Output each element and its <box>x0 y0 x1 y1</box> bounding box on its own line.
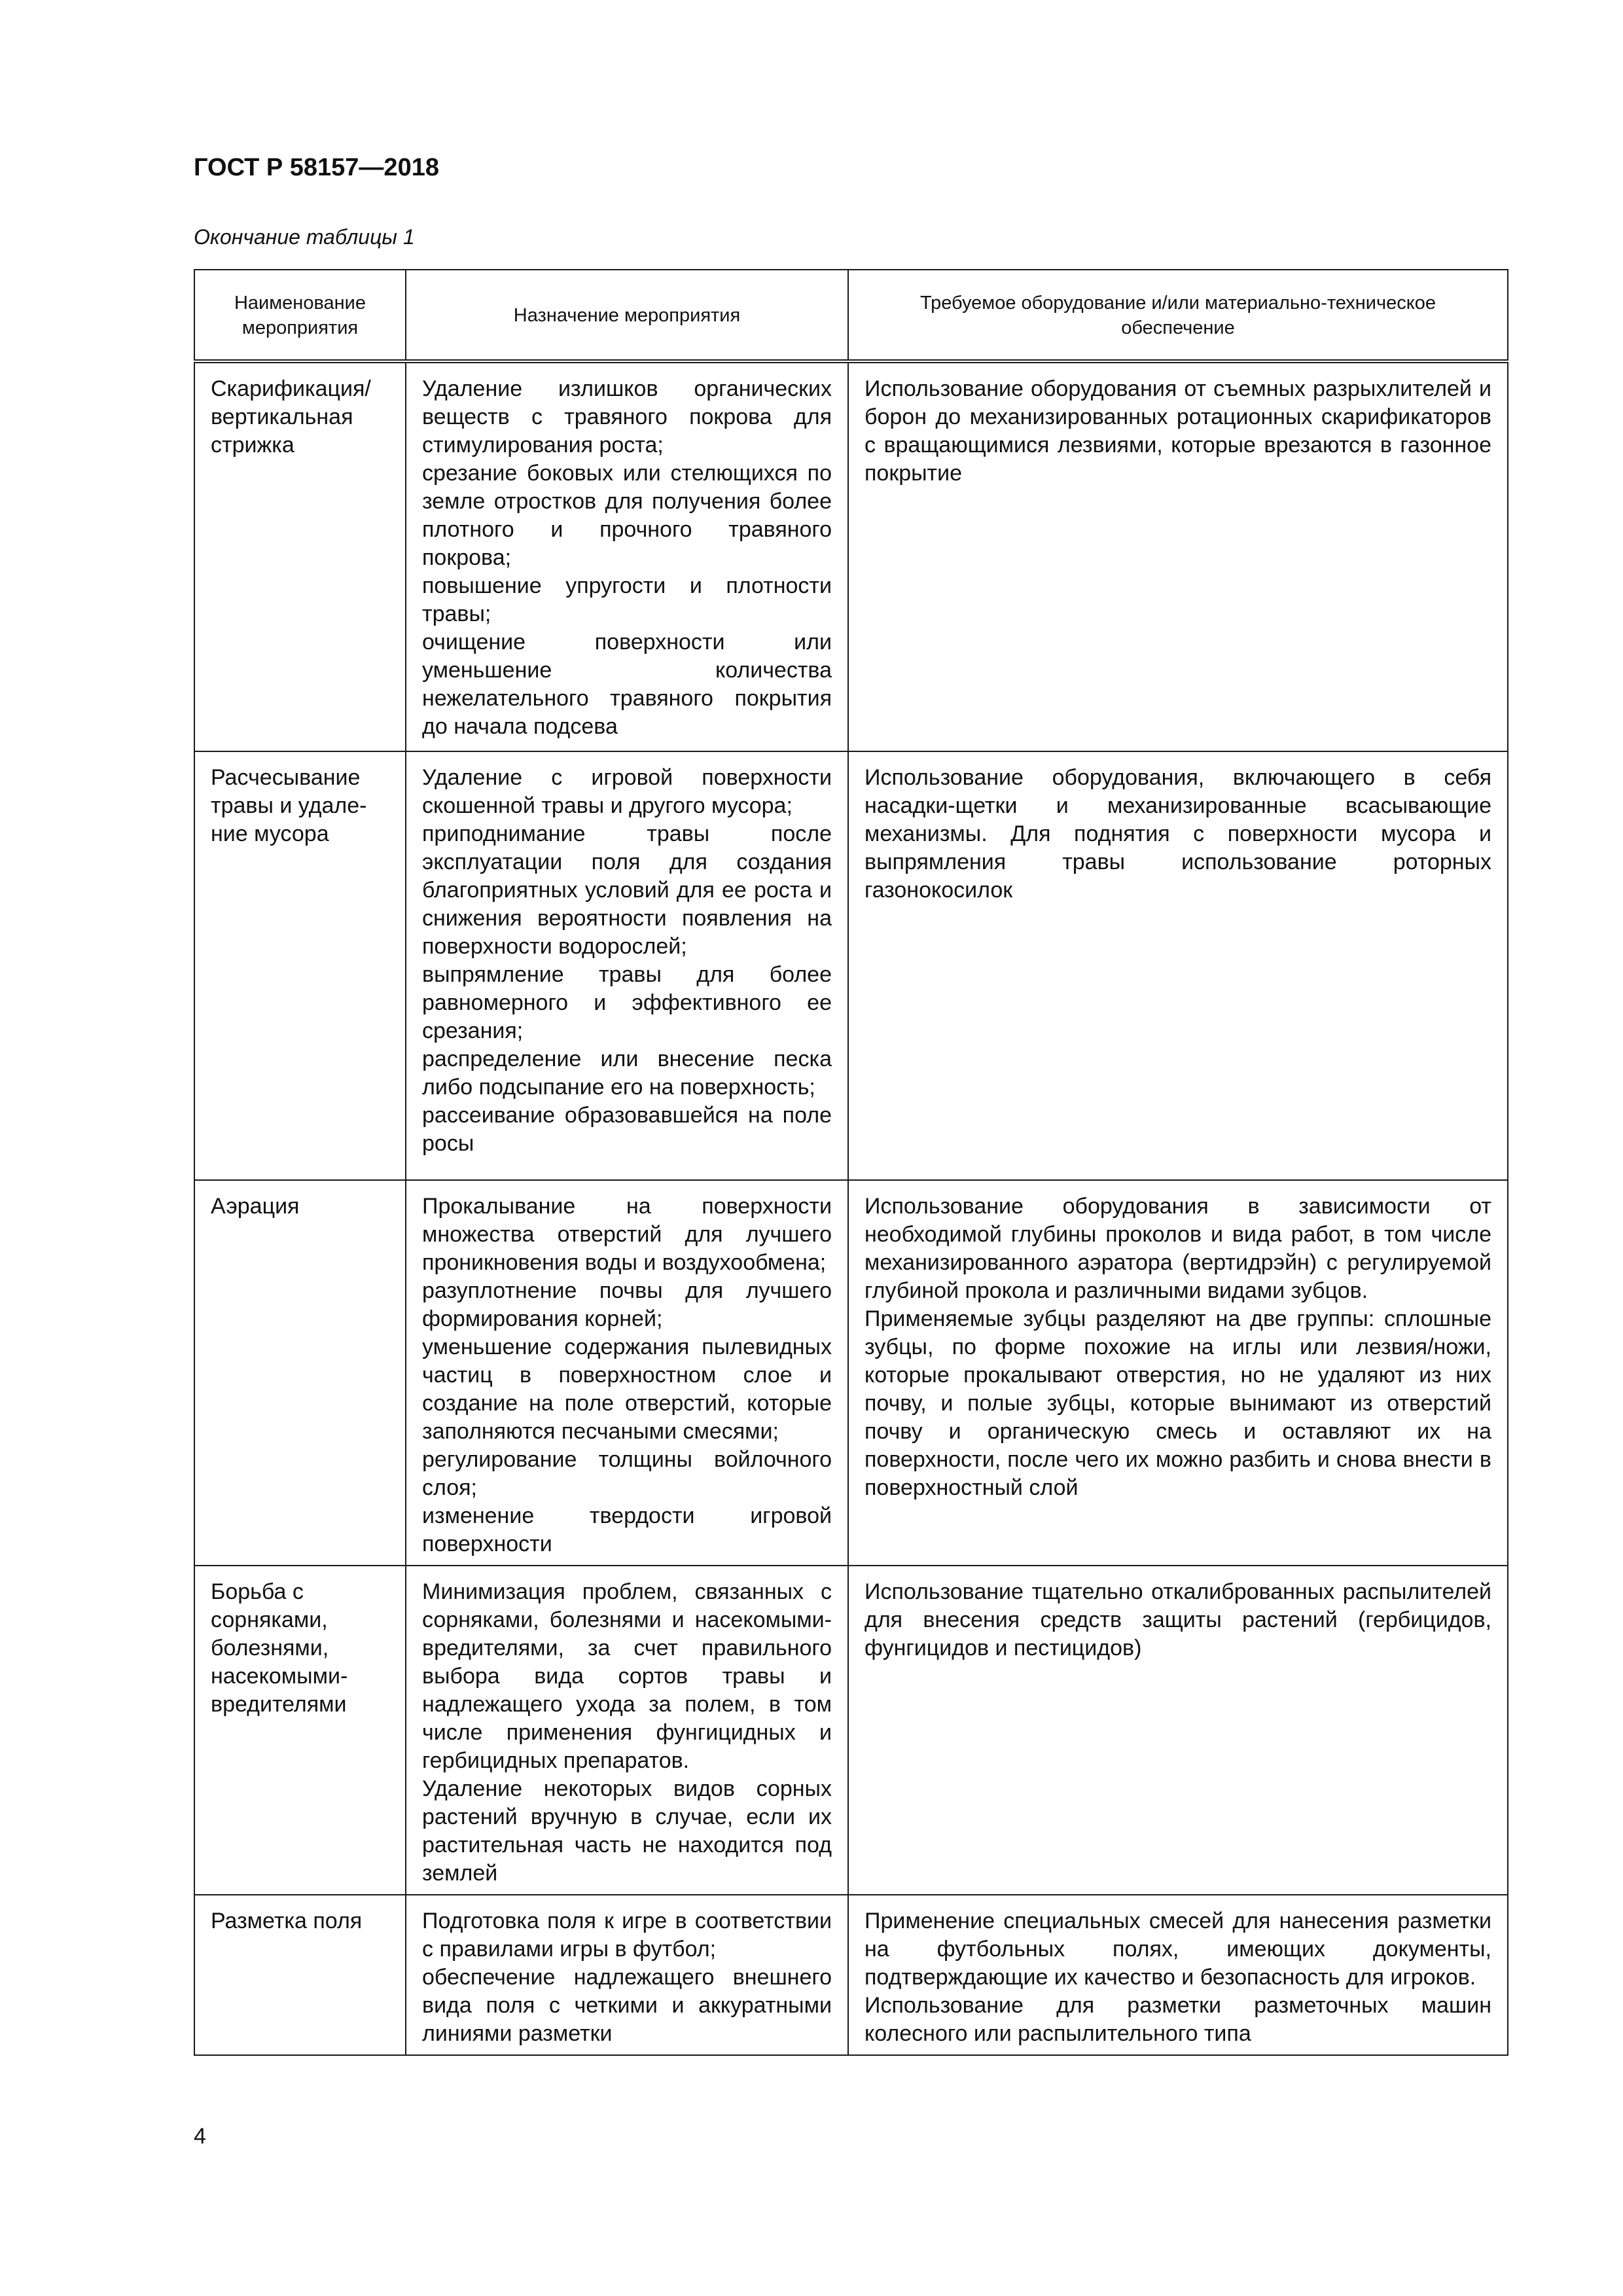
measure-name-cell <box>194 361 406 751</box>
purpose-item: Подготовка поля к игре в соответствии с правилами игры в футбол; <box>422 1909 832 1962</box>
purpose-item: обеспечение надлежащего внешнего вида поля с четкими и аккуратными линиями разметки <box>422 1965 832 2046</box>
measure-name-line: Борьба с <box>211 1579 304 1604</box>
equipment-item: Использование оборудования от съемных разрыхлителей и борон до механизированных ротационных скарификаторов с вращающимися лезвиями, которые врезаются в газонное покрытие <box>865 376 1491 486</box>
measure-name-cell <box>194 1180 406 1566</box>
measure-purpose-cell <box>406 361 848 751</box>
measure-name-line: болезнями, <box>211 1636 329 1660</box>
purpose-item: выпрямление травы для более равномерного и эффективного ее срезания; <box>422 962 832 1043</box>
measure-name-cell <box>194 1895 406 2055</box>
measure-equipment-cell <box>848 751 1508 1180</box>
measure-name-line: Аэрация <box>211 1194 300 1219</box>
purpose-item: рассеивание образовавшейся на поле росы <box>422 1103 832 1156</box>
equipment-item: Применяемые зубцы разделяют на две группы: сплошные зубцы, по форме похожие на иглы или лезвия/ножи, которые прокалывают отверстия, но не удаляют из них почву, и полые зубцы, которые вынимают из отверстий почву и органическую смесь и оставляют их на поверхности, после чего их можно разбить и снова внести в поверхностный слой <box>865 1306 1491 1500</box>
equipment-item: Использование оборудования в зависимости от необходимой глубины проколов и вида работ, в том числе механизированного аэратора (вертидрэйн) с регулируемой глубиной прокола и различными видами зубцов. <box>865 1194 1491 1303</box>
measure-name-line: ние мусора <box>211 821 329 846</box>
purpose-item: изменение твердости игровой поверхности <box>422 1503 832 1556</box>
measure-equipment-cell <box>848 1180 1508 1566</box>
equipment-item: Использование для разметки разметочных машин колесного или распылительного типа <box>865 1993 1491 2046</box>
page-number: 4 <box>194 2124 206 2149</box>
measure-equipment-cell <box>848 1566 1508 1895</box>
measure-name-line: насекомыми- <box>211 1664 348 1689</box>
table-row <box>194 751 1508 1180</box>
measure-name-line: Скарификация/ <box>211 376 371 401</box>
table-row <box>194 1180 1508 1566</box>
purpose-item: Прокалывание на поверхности множества отверстий для лучшего проникновения воды и воздухообмена; <box>422 1194 832 1275</box>
purpose-item: срезание боковых или стелющихся по земле отростков для получения более плотного и прочного травяного покрова; <box>422 461 832 570</box>
equipment-item: Использование оборудования, включающего в себя насадки-щетки и механизированные всасывающие механизмы. Для поднятия с поверхности мусора и выпрямления травы использование роторных газонокосилок <box>865 765 1491 903</box>
measure-name-line: травы и удале- <box>211 793 367 818</box>
measure-name-line: вредителями <box>211 1692 347 1717</box>
table-row <box>194 1566 1508 1895</box>
purpose-item: очищение поверхности или уменьшение количества нежелательного травяного покрытия до начала подсева <box>422 630 832 739</box>
equipment-item: Использование тщательно откалиброванных распылителей для внесения средств защиты растений (гербицидов, фунгицидов и пестицидов) <box>865 1579 1491 1660</box>
column-header-name: Наименование мероприятия <box>194 270 406 361</box>
measure-name-cell <box>194 1566 406 1895</box>
measure-purpose-cell <box>406 1566 848 1895</box>
purpose-item: Минимизация проблем, связанных с сорняками, болезнями и насекомыми-вредителями, за счет правильного выбора вида сортов травы и надлежащего ухода за полем, в том числе применения фунгицидных и гербицидных препаратов. <box>422 1579 832 1773</box>
measure-name-line: сорняками, <box>211 1607 328 1632</box>
purpose-item: разуплотнение почвы для лучшего формирования корней; <box>422 1278 832 1331</box>
measure-purpose-cell <box>406 751 848 1180</box>
purpose-item: приподнимание травы после эксплуатации поля для создания благоприятных условий для ее роста и снижения вероятности появления на поверхности водорослей; <box>422 821 832 959</box>
purpose-item: Удаление некоторых видов сорных растений вручную в случае, если их растительная часть не находится под землей <box>422 1776 832 1886</box>
table-row <box>194 361 1508 751</box>
measure-name-line: Расчесывание <box>211 765 361 790</box>
measures-table <box>194 269 1508 2056</box>
column-header-purpose: Назначение мероприятия <box>406 270 848 361</box>
document-code: ГОСТ Р 58157—2018 <box>194 154 439 181</box>
measure-name-line: вертикальная <box>211 404 353 429</box>
column-header-equipment: Требуемое оборудование и/или материально-техническое обеспечение <box>848 270 1508 361</box>
measure-name-line: стрижка <box>211 433 294 457</box>
table-caption: Окончание таблицы 1 <box>194 225 415 249</box>
measure-name-cell <box>194 751 406 1180</box>
measure-equipment-cell <box>848 361 1508 751</box>
measure-purpose-cell <box>406 1895 848 2055</box>
table-row <box>194 1895 1508 2055</box>
purpose-item: распределение или внесение песка либо подсыпание его на поверхность; <box>422 1047 832 1100</box>
equipment-item: Применение специальных смесей для нанесения разметки на футбольных полях, имеющих документы, подтверждающие их качество и безопасность для игроков. <box>865 1909 1491 1990</box>
purpose-item: повышение упругости и плотности травы; <box>422 573 832 626</box>
measure-purpose-cell <box>406 1180 848 1566</box>
purpose-item: Удаление излишков органических веществ с травяного покрова для стимулирования роста; <box>422 376 832 457</box>
measure-equipment-cell <box>848 1895 1508 2055</box>
purpose-item: Удаление с игровой поверхности скошенной травы и другого мусора; <box>422 765 832 818</box>
purpose-item: регулирование толщины войлочного слоя; <box>422 1447 832 1500</box>
table-header-row <box>194 270 1508 361</box>
purpose-item: уменьшение содержания пылевидных частиц в поверхностном слое и создание на поле отверстий, которые заполняются песчаными смесями; <box>422 1335 832 1444</box>
measure-name-line: Разметка поля <box>211 1909 363 1933</box>
